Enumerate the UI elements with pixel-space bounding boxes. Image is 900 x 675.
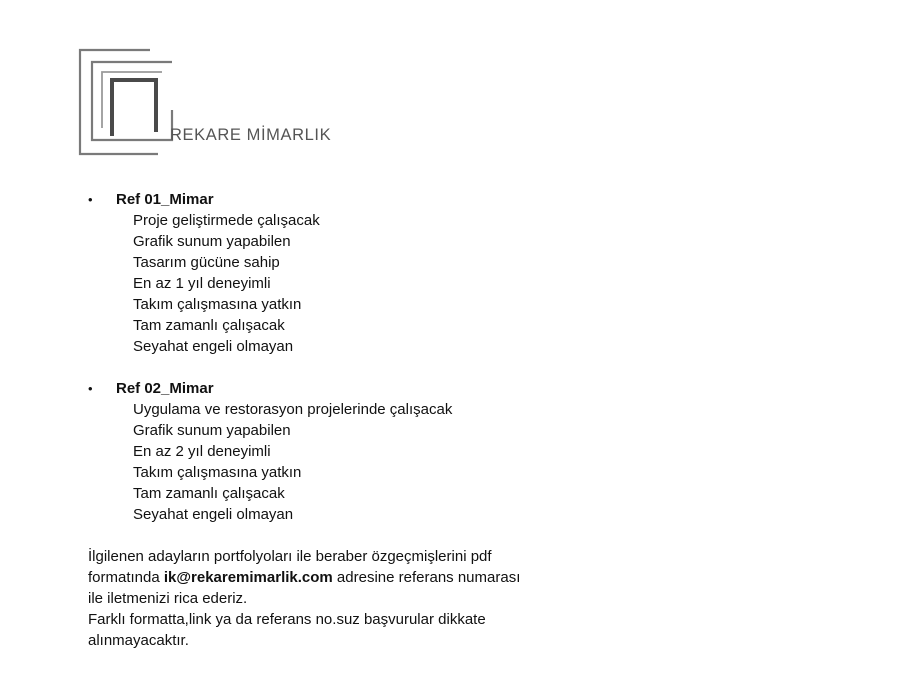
list-item: Tasarım gücüne sahip	[133, 254, 280, 271]
ref-title: Ref 01_Mimar	[116, 191, 214, 208]
list-item: Grafik sunum yapabilen	[133, 422, 291, 439]
list-item: Takım çalışmasına yatkın	[133, 464, 302, 481]
list-item: Uygulama ve restorasyon projelerinde çalışacak	[133, 401, 453, 418]
list-item: En az 1 yıl deneyimli	[133, 275, 271, 292]
list-item: Grafik sunum yapabilen	[133, 233, 291, 250]
ref-01-block	[88, 189, 848, 357]
application-notes	[88, 546, 528, 651]
instructions-outro: adresine referans numarası ile iletmenizi rica ederiz.	[88, 569, 521, 607]
list-item: Tam zamanlı çalışacak	[133, 317, 285, 334]
contact-email: ik@rekaremimarlik.com	[163, 569, 333, 586]
job-listing	[88, 189, 848, 651]
requirements-list	[88, 399, 848, 525]
list-item: Seyahat engeli olmayan	[133, 506, 294, 523]
company-logo	[78, 48, 338, 158]
brand-name: REKARE MİMARLIK	[170, 126, 332, 144]
list-item: Takım çalışmasına yatkın	[133, 296, 302, 313]
bullet-icon: •	[88, 381, 93, 396]
ref-02-block	[88, 378, 848, 525]
application-warning: Farklı formatta,link ya da referans no.suz başvurular dikkate alınmayacaktır.	[88, 611, 486, 649]
list-item: Seyahat engeli olmayan	[133, 338, 294, 355]
instructions-intro: İlgilenen adayların portfolyoları ile beraber özgeçmişlerini pdf formatında	[88, 548, 492, 586]
list-item: Proje geliştirmede çalışacak	[133, 212, 320, 229]
list-item: En az 2 yıl deneyimli	[133, 443, 271, 460]
ref-title: Ref 02_Mimar	[116, 380, 214, 397]
bullet-icon: •	[88, 192, 93, 207]
bracket-square-logo-icon	[78, 48, 178, 158]
list-item: Tam zamanlı çalışacak	[133, 485, 285, 502]
requirements-list	[88, 210, 848, 357]
application-instructions	[88, 546, 528, 609]
